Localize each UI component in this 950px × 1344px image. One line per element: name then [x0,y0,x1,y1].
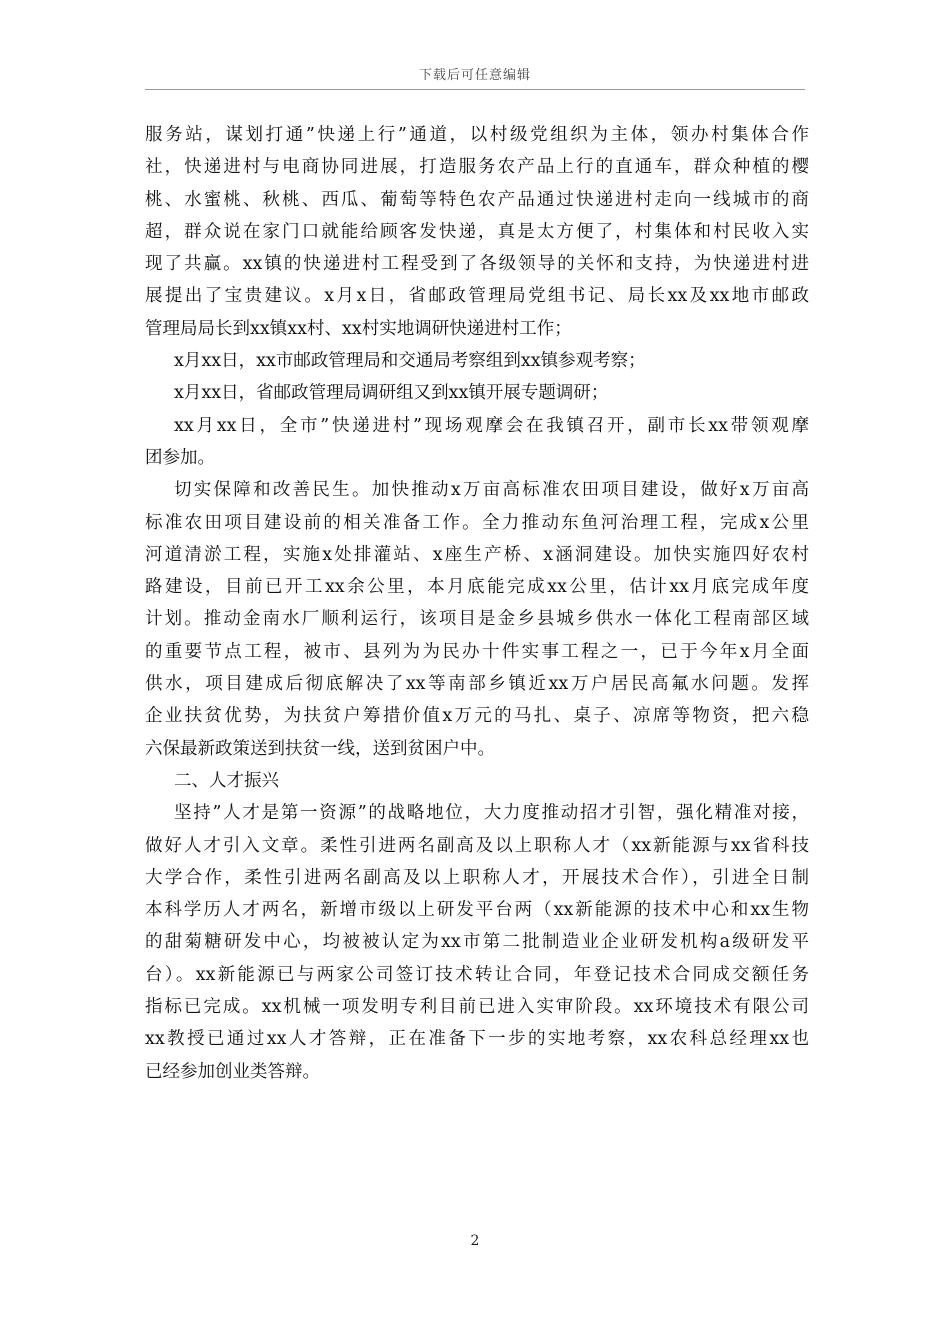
paragraph-line: 河道清淤工程，实施x处排灌站、x座生产桥、x涵洞建设。加快实施四好农村 [145,544,809,565]
paragraph-line: x月xx日，xx市邮政管理局和交通局考察组到xx镇参观考察； [174,351,646,372]
paragraph-line: 切实保障和改善民生。加快推动x万亩高标准农田项目建设，做好x万亩高 [174,480,809,501]
paragraph-line: 服务站，谋划打通”快递上行”通道，以村级党组织为主体，领办村集体合作 [145,125,809,145]
paragraph-line: 台）。xx新能源已与两家公司签订技术转让合同，年登记技术合同成交额任务 [145,964,809,985]
paragraph-line: 已经参加创业类答辩。 [145,1061,320,1082]
page-number: 2 [470,1233,480,1249]
paragraph-line: 展提出了宝贵建议。x月x日，省邮政管理局党组书记、局长xx及xx地市邮政 [145,286,809,307]
paragraph-line: 超，群众说在家门口就能给顾客发快递，真是太方便了，村集体和村民收入实 [145,221,809,242]
paragraph-line: 路建设，目前已开工xx余公里，本月底能完成xx公里，估计xx月底完成年度 [145,577,809,598]
paragraph-line: 的重要节点工程，被市、县列为为民办十件实事工程之一，已于今年x月全面 [145,641,809,662]
paragraph-line: xx教授已通过xx人才答辩，正在准备下一步的实地考察，xx农科总经理xx也 [145,1029,809,1050]
paragraph-line: 供水，项目建成后彻底解决了xx等南部乡镇近xx万户居民高氟水问题。发挥 [145,674,809,695]
paragraph-line: 标准农田项目建设前的相关准备工作。全力推动东鱼河治理工程，完成x公里 [145,512,809,533]
paragraph-line: 大学合作，柔性引进两名副高及以上职称人才，开展技术合作），引进全日制 [145,867,809,888]
page-header: 下载后可任意编辑 [418,68,531,83]
paragraph-line: 的甜菊糖研发中心，均被被认定为xx市第二批制造业企业研发机构a级研发平 [145,932,809,953]
paragraph-line: 桃、水蜜桃、秋桃、西瓜、葡萄等特色农产品通过快递进村走向一线城市的商 [145,189,809,210]
paragraph-line: 坚持”人才是第一资源”的战略地位，大力度推动招才引智，强化精准对接， [174,803,809,824]
paragraph-line: x月xx日，省邮政管理局调研组又到xx镇开展专题调研； [174,383,609,404]
paragraph-line: 企业扶贫优势，为扶贫户筹措价值x万元的马扎、桌子、凉席等物资，把六稳 [145,706,809,727]
paragraph-line: 管理局局长到xx镇xx村、xx村实地调研快递进村工作； [145,318,572,339]
document-body [145,119,809,1088]
paragraph-line: 本科学历人才两名，新增市级以上研发平台两（xx新能源的技术中心和xx生物 [145,900,809,921]
paragraph-line: xx月xx日，全市”快递进村”现场观摩会在我镇召开，副市长xx带领观摩 [174,415,809,436]
paragraph-line: 团参加。 [145,447,215,468]
header-rule [145,89,805,90]
paragraph-line: 计划。推动金南水厂顺利运行，该项目是金乡县城乡供水一体化工程南部区域 [145,609,809,630]
paragraph-line: 做好人才引入文章。柔性引进两名副高及以上职称人才（xx新能源与xx省科技 [145,835,809,856]
paragraph-line: 二、人才振兴 [174,770,279,791]
paragraph-line: 六保最新政策送到扶贫一线，送到贫困户中。 [145,738,495,759]
paragraph-line: 指标已完成。xx机械一项发明专利目前已进入实审阶段。xx环境技术有限公司 [145,997,809,1018]
paragraph-line: 社，快递进村与电商协同进展，打造服务农产品上行的直通车，群众种植的樱 [145,157,809,178]
paragraph-line: 现了共赢。xx镇的快递进村工程受到了各级领导的关怀和支持，为快递进村进 [145,254,809,275]
